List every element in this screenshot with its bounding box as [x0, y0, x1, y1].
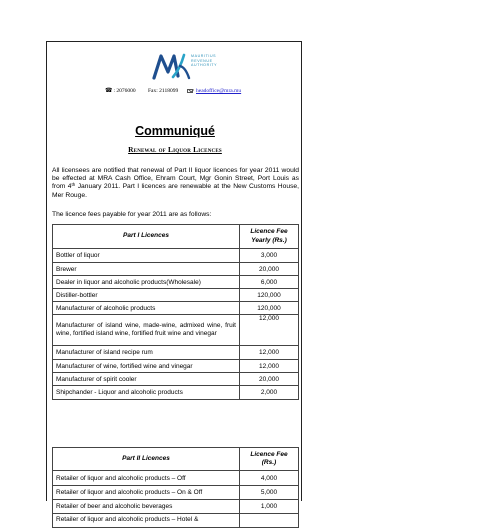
table-header-row [53, 225, 299, 249]
table-row: Retailer of beer and alcoholic beverages 1,000 [53, 500, 299, 514]
fees-intro: The licence fees payable for year 2011 are as follows: [52, 211, 212, 218]
fax-number: Fax: 2118099 [148, 88, 179, 94]
table-row: Manufacturer of spirit cooler 20,000 [53, 373, 299, 386]
table-row: Retailer of liquor and alcoholic products – On & Off 5,000 [53, 486, 299, 500]
email-link[interactable] [187, 87, 241, 95]
table-row: Brewer 20,000 [53, 263, 299, 276]
table-row: Shipchander - Liquor and alcoholic products 2,000 [53, 386, 299, 400]
part2-licence-table [52, 447, 299, 528]
table-row: Bottler of liquor 3,000 [53, 249, 299, 263]
telephone-icon: ☎ [105, 88, 113, 94]
table-row: Manufacturer of island recipe rum 12,000 [53, 346, 299, 360]
part1-header: Part I Licences [53, 225, 240, 249]
page-title: Communiqué [135, 124, 215, 138]
table-row: Manufacturer of island wine, made-wine, admixed wine, fruit wine, fortified island wine, fortified fruit wine and vinegar 12,000 [53, 315, 299, 346]
mra-logo-icon [151, 50, 191, 82]
table-row: Retailer of liquor and alcoholic products – Hotel & [53, 514, 299, 528]
table-row: Distiller-bottler 120,000 [53, 289, 299, 302]
logo-text: MAURITIUS REVENUE AUTHORITY [191, 54, 218, 68]
intro-paragraph: All licensees are notified that renewal of Part II liquor licences for year 2011 would be effected at MRA Cash Office, Ehram Court, Mgr Gonin Street, Port Louis as from 4th January 2011. Part I licences are renewable at the New Customs House, Mer Rouge. [52, 167, 299, 199]
table-row: Manufacturer of alcoholic products 120,000 [53, 302, 299, 315]
table-row: Retailer of liquor and alcoholic products – Off 4,000 [53, 471, 299, 486]
contact-line [47, 87, 303, 95]
email-address[interactable]: headoffice@mra.mu [196, 88, 242, 94]
page-subtitle: Renewal of Liquor Licences [128, 145, 222, 154]
fee-header: Licence Fee (Rs.) [240, 448, 299, 471]
table-row: Dealer in liquor and alcoholic products(Wholesale) 6,000 [53, 276, 299, 289]
communique-page [46, 41, 302, 524]
telephone-number: : 2076000 [113, 88, 136, 94]
mra-logo [151, 50, 223, 84]
part1-licence-table [52, 224, 299, 400]
table-header-row [53, 448, 299, 471]
part2-header: Part II Licences [53, 448, 240, 471]
telephone [105, 87, 136, 95]
mail-icon [187, 89, 193, 93]
fee-header: Licence Fee Yearly (Rs.) [240, 225, 299, 249]
table-row: Manufacturer of wine, fortified wine and vinegar 12,000 [53, 360, 299, 373]
